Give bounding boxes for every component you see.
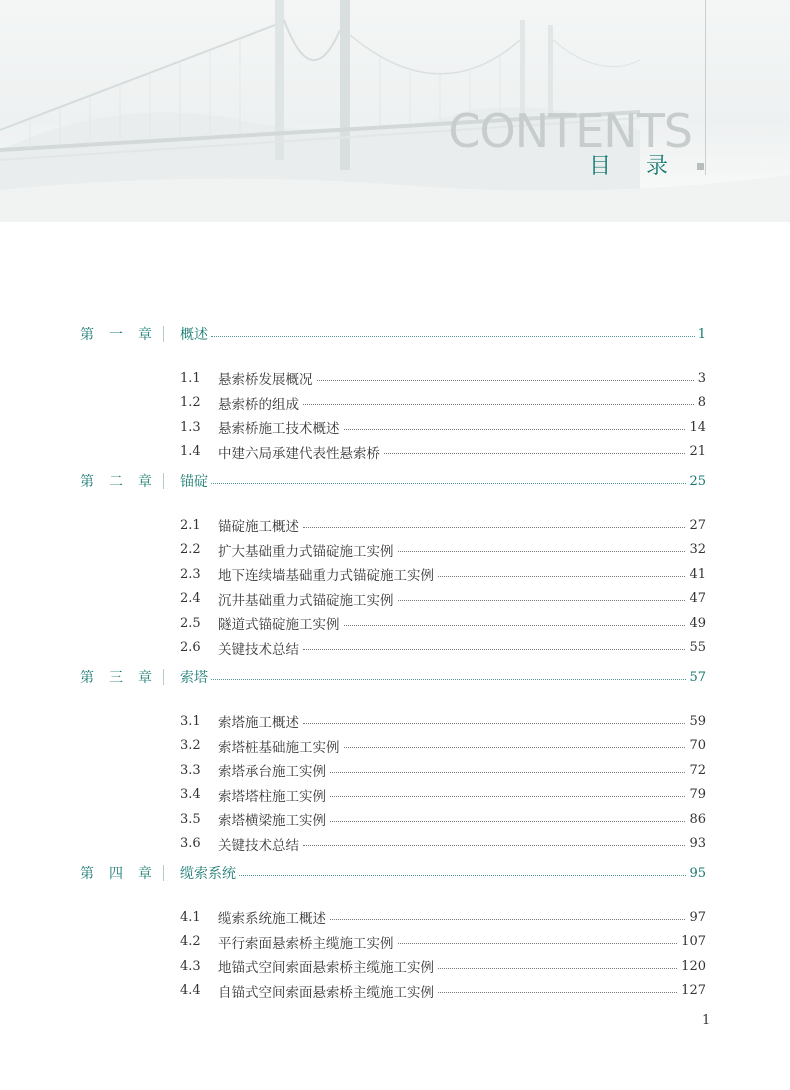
section-page: 3 — [697, 370, 706, 386]
section-number: 3.5 — [180, 811, 201, 827]
section-title: 扩大基础重力式锚碇施工实例 — [218, 543, 394, 560]
dot-leader — [211, 483, 686, 484]
dot-leader — [398, 551, 686, 552]
section-page: 32 — [689, 542, 706, 557]
banner-vertical-rule — [705, 0, 706, 175]
section-page: 127 — [681, 983, 706, 998]
section-row[interactable] — [0, 440, 790, 464]
section-page: 120 — [681, 958, 706, 974]
dot-leader — [384, 453, 685, 454]
chapter-row[interactable] — [0, 665, 790, 689]
section-row[interactable] — [0, 979, 790, 1003]
section-title: 索塔施工概述 — [218, 715, 299, 731]
dot-leader — [303, 527, 685, 528]
dot-leader — [344, 747, 686, 748]
chapter-label: 第 一 章 — [80, 327, 152, 343]
chapter-row[interactable] — [0, 861, 790, 885]
chapter-row[interactable] — [0, 322, 790, 346]
section-number: 3.6 — [180, 836, 201, 851]
chapter-label: 第 三 章 — [80, 670, 152, 686]
contents-heading: CONTENTS — [448, 104, 692, 158]
dot-leader — [438, 992, 677, 993]
section-title: 关键技术总结 — [218, 837, 299, 854]
chapter-separator — [163, 473, 164, 489]
section-number: 4.4 — [180, 983, 201, 998]
section-number: 3.2 — [180, 738, 201, 753]
section-title: 地锚式空间索面悬索桥主缆施工实例 — [218, 960, 434, 976]
section-number: 4.3 — [180, 958, 201, 974]
chapter-separator — [163, 326, 164, 342]
dot-leader — [330, 772, 685, 773]
section-number: 2.2 — [180, 542, 201, 557]
chapter-title: 锚碇 — [180, 474, 208, 490]
section-number: 2.1 — [180, 517, 201, 533]
dot-leader — [330, 821, 685, 822]
section-title: 悬索桥发展概况 — [218, 372, 313, 388]
section-row[interactable] — [0, 415, 790, 439]
section-page: 21 — [689, 444, 706, 459]
dot-leader — [211, 679, 686, 680]
section-number: 1.3 — [180, 419, 201, 435]
chapter-title: 概述 — [180, 327, 208, 343]
section-row[interactable] — [0, 954, 790, 978]
section-page: 70 — [689, 738, 706, 753]
section-page: 41 — [689, 566, 706, 582]
dot-leader — [303, 723, 685, 724]
dot-leader — [330, 919, 685, 920]
section-title: 隧道式锚碇施工实例 — [218, 617, 340, 633]
section-number: 1.2 — [180, 395, 201, 410]
dot-leader — [303, 649, 685, 650]
dot-leader — [239, 875, 686, 876]
dot-leader — [303, 845, 685, 846]
section-title: 平行索面悬索桥主缆施工实例 — [218, 935, 394, 952]
section-title: 索塔承台施工实例 — [218, 764, 326, 780]
section-number: 2.6 — [180, 640, 201, 655]
section-number: 3.3 — [180, 762, 201, 778]
section-title: 地下连续墙基础重力式锚碇施工实例 — [218, 568, 434, 584]
dot-leader — [438, 968, 677, 969]
section-page: 93 — [689, 836, 706, 851]
section-row[interactable] — [0, 905, 790, 929]
chapter-label: 第 四 章 — [80, 866, 152, 882]
section-page: 79 — [689, 787, 706, 802]
dot-leader — [438, 576, 685, 577]
section-number: 1.1 — [180, 370, 201, 386]
section-row[interactable] — [0, 783, 790, 807]
section-page: 86 — [689, 811, 706, 827]
section-page: 97 — [689, 909, 706, 925]
section-title: 悬索桥的组成 — [218, 396, 299, 413]
chapter-row[interactable] — [0, 469, 790, 493]
page-title: 目 录 — [589, 154, 682, 179]
section-page: 49 — [689, 615, 706, 631]
section-number: 2.5 — [180, 615, 201, 631]
section-number: 3.1 — [180, 713, 201, 729]
section-title: 索塔塔柱施工实例 — [218, 788, 326, 805]
section-row[interactable] — [0, 562, 790, 586]
section-number: 4.2 — [180, 934, 201, 949]
section-number: 2.3 — [180, 566, 201, 582]
section-title: 悬索桥施工技术概述 — [218, 421, 340, 437]
section-page: 107 — [681, 934, 706, 949]
section-number: 2.4 — [180, 591, 201, 606]
chapter-title: 索塔 — [180, 670, 208, 686]
section-page: 47 — [689, 591, 706, 606]
section-title: 索塔横梁施工实例 — [218, 813, 326, 829]
chapter-page: 25 — [689, 473, 706, 489]
chapter-page: 95 — [689, 865, 706, 881]
section-row[interactable] — [0, 538, 790, 562]
section-title: 中建六局承建代表性悬索桥 — [218, 445, 380, 462]
chapter-title: 缆索系统 — [180, 866, 236, 882]
section-number: 1.4 — [180, 444, 201, 459]
section-row[interactable] — [0, 391, 790, 415]
section-title: 缆索系统施工概述 — [218, 911, 326, 927]
chapter-separator — [163, 669, 164, 685]
section-row[interactable] — [0, 734, 790, 758]
section-row[interactable] — [0, 587, 790, 611]
dot-leader — [398, 600, 686, 601]
section-title: 自锚式空间索面悬索桥主缆施工实例 — [218, 984, 434, 1001]
dot-leader — [398, 943, 678, 944]
section-row[interactable] — [0, 366, 790, 390]
dot-leader — [344, 429, 686, 430]
dot-leader — [330, 796, 685, 797]
section-row[interactable] — [0, 930, 790, 954]
section-row[interactable] — [0, 807, 790, 831]
section-row[interactable] — [0, 832, 790, 856]
section-page: 72 — [689, 762, 706, 778]
section-page: 14 — [689, 419, 706, 435]
section-number: 3.4 — [180, 787, 201, 802]
section-title: 关键技术总结 — [218, 641, 299, 658]
section-page: 27 — [689, 517, 706, 533]
chapter-page: 1 — [697, 326, 706, 342]
dot-leader — [344, 625, 686, 626]
section-row[interactable] — [0, 758, 790, 782]
section-title: 索塔桩基础施工实例 — [218, 739, 340, 756]
section-page: 59 — [689, 713, 706, 729]
dot-leader — [211, 336, 695, 337]
section-number: 4.1 — [180, 909, 201, 925]
title-square-marker — [697, 163, 704, 170]
section-title: 锚碇施工概述 — [218, 519, 299, 535]
dot-leader — [303, 404, 694, 405]
page-number: 1 — [702, 1013, 711, 1028]
chapter-page: 57 — [689, 669, 706, 685]
section-row[interactable] — [0, 636, 790, 660]
dot-leader — [317, 380, 694, 381]
chapter-label: 第 二 章 — [80, 474, 152, 490]
section-title: 沉井基础重力式锚碇施工实例 — [218, 592, 394, 609]
chapter-separator — [163, 865, 164, 881]
section-row[interactable] — [0, 513, 790, 537]
section-row[interactable] — [0, 611, 790, 635]
section-page: 55 — [689, 640, 706, 655]
section-row[interactable] — [0, 709, 790, 733]
section-page: 8 — [697, 395, 706, 410]
